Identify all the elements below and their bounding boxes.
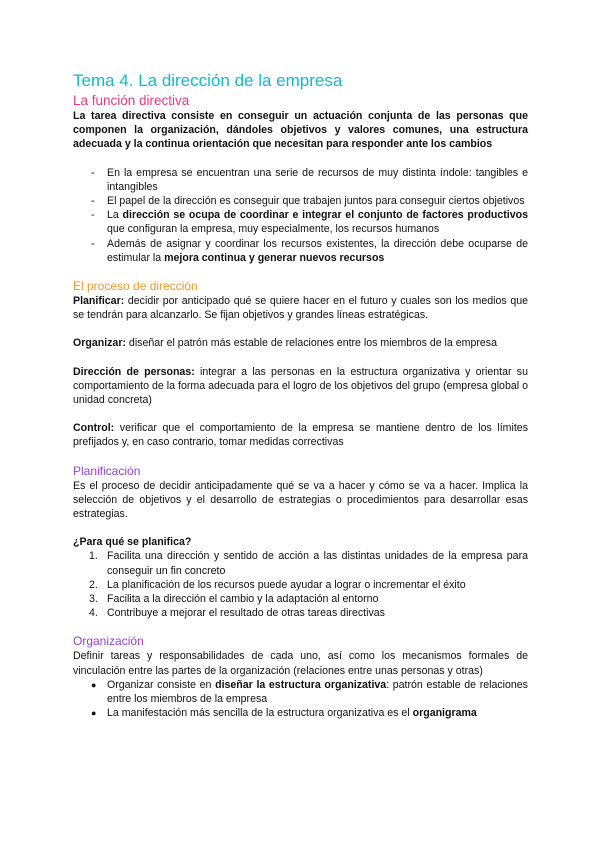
planificacion-paragraph: Es el proceso de decidir anticipadamente qué se va a hacer y cómo se va a hacer. Implica la selección de objetivos y el desarrollo de estrategias o procedimientos para desarrollar esas estrategias. <box>73 479 528 521</box>
list-item: ● La manifestación más sencilla de la estructura organizativa es el organigrama <box>91 707 477 720</box>
definition-control: Control: verificar que el comportamiento de la empresa se mantiene dentro de los límites prefijados y, en caso contrario, tomar medidas correctivas <box>73 422 528 449</box>
section-heading-proceso-direccion: El proceso de dirección <box>73 279 198 294</box>
section-heading-funcion-directiva: La función directiva <box>73 93 190 108</box>
planificacion-reasons-list <box>73 549 528 620</box>
list-item: - La dirección se ocupa de coordinar e integrar el conjunto de factores productivos que configuran la empresa, muy especialmente, los recursos humanos <box>91 209 529 236</box>
definition-organizar: Organizar: diseñar el patrón más estable de relaciones entre los miembros de la empresa <box>73 337 497 350</box>
list-item: - El papel de la dirección es conseguir que trabajen juntos para conseguir ciertos objetivos <box>91 195 525 208</box>
list-item: 4. Contribuye a mejorar el resultado de otras tareas directivas <box>89 607 385 620</box>
document-content <box>73 70 528 721</box>
list-item: - En la empresa se encuentran una serie de recursos de muy distinta índole: tangibles e intangibles <box>91 166 528 193</box>
page-title: Tema 4. La dirección de la empresa <box>73 71 343 90</box>
definition-direccion-personas: Dirección de personas: integrar a las personas en la estructura organizativa y orientar su comportamiento de la forma adecuada para el logro de los objetivos del grupo (empresa global o unidad concreta) <box>73 365 528 407</box>
intro-paragraph: La tarea directiva consiste en conseguir un actuación conjunta de las personas que componen la organización, dándoles objetivos y valores comunes, una estructura adecuada y la continua orientación que necesitan para responder ante los cambios <box>73 110 528 151</box>
planificacion-question: ¿Para qué se planifica? <box>73 536 192 549</box>
section-heading-organizacion: Organización <box>73 634 144 649</box>
list-item: 2. La planificación de los recursos puede ayudar a lograr o incrementar el éxito <box>89 578 466 591</box>
section-heading-planificacion: Planificación <box>73 463 141 478</box>
funcion-directiva-list <box>73 166 528 265</box>
list-item: ● Organizar consiste en diseñar la estructura organizativa: patrón estable de relaciones entre los miembros de la empresa <box>91 678 528 706</box>
definition-planificar: Planificar: decidir por anticipado qué se quiere hacer en el futuro y cuales son los medios que se tendrán para alcanzarlo. Se fijan objetivos y grandes líneas estratégicas. <box>73 295 528 322</box>
list-item: 3. Facilita a la dirección el cambio y la adaptación al entorno <box>89 593 379 606</box>
list-item: - Además de asignar y coordinar los recursos existentes, la dirección debe ocuparse de estimular la mejora continua y generar nuevos recursos <box>91 237 528 264</box>
organizacion-paragraph: Definir tareas y responsabilidades de cada uno, así como los mecanismos formales de vinculación entre las partes de la organización (relaciones entre unas personas y otras) <box>73 650 528 677</box>
organizacion-list <box>73 678 528 721</box>
list-item: 1. Facilita una dirección y sentido de acción a las distintas unidades de la empresa para conseguir un fin concreto <box>89 550 528 577</box>
